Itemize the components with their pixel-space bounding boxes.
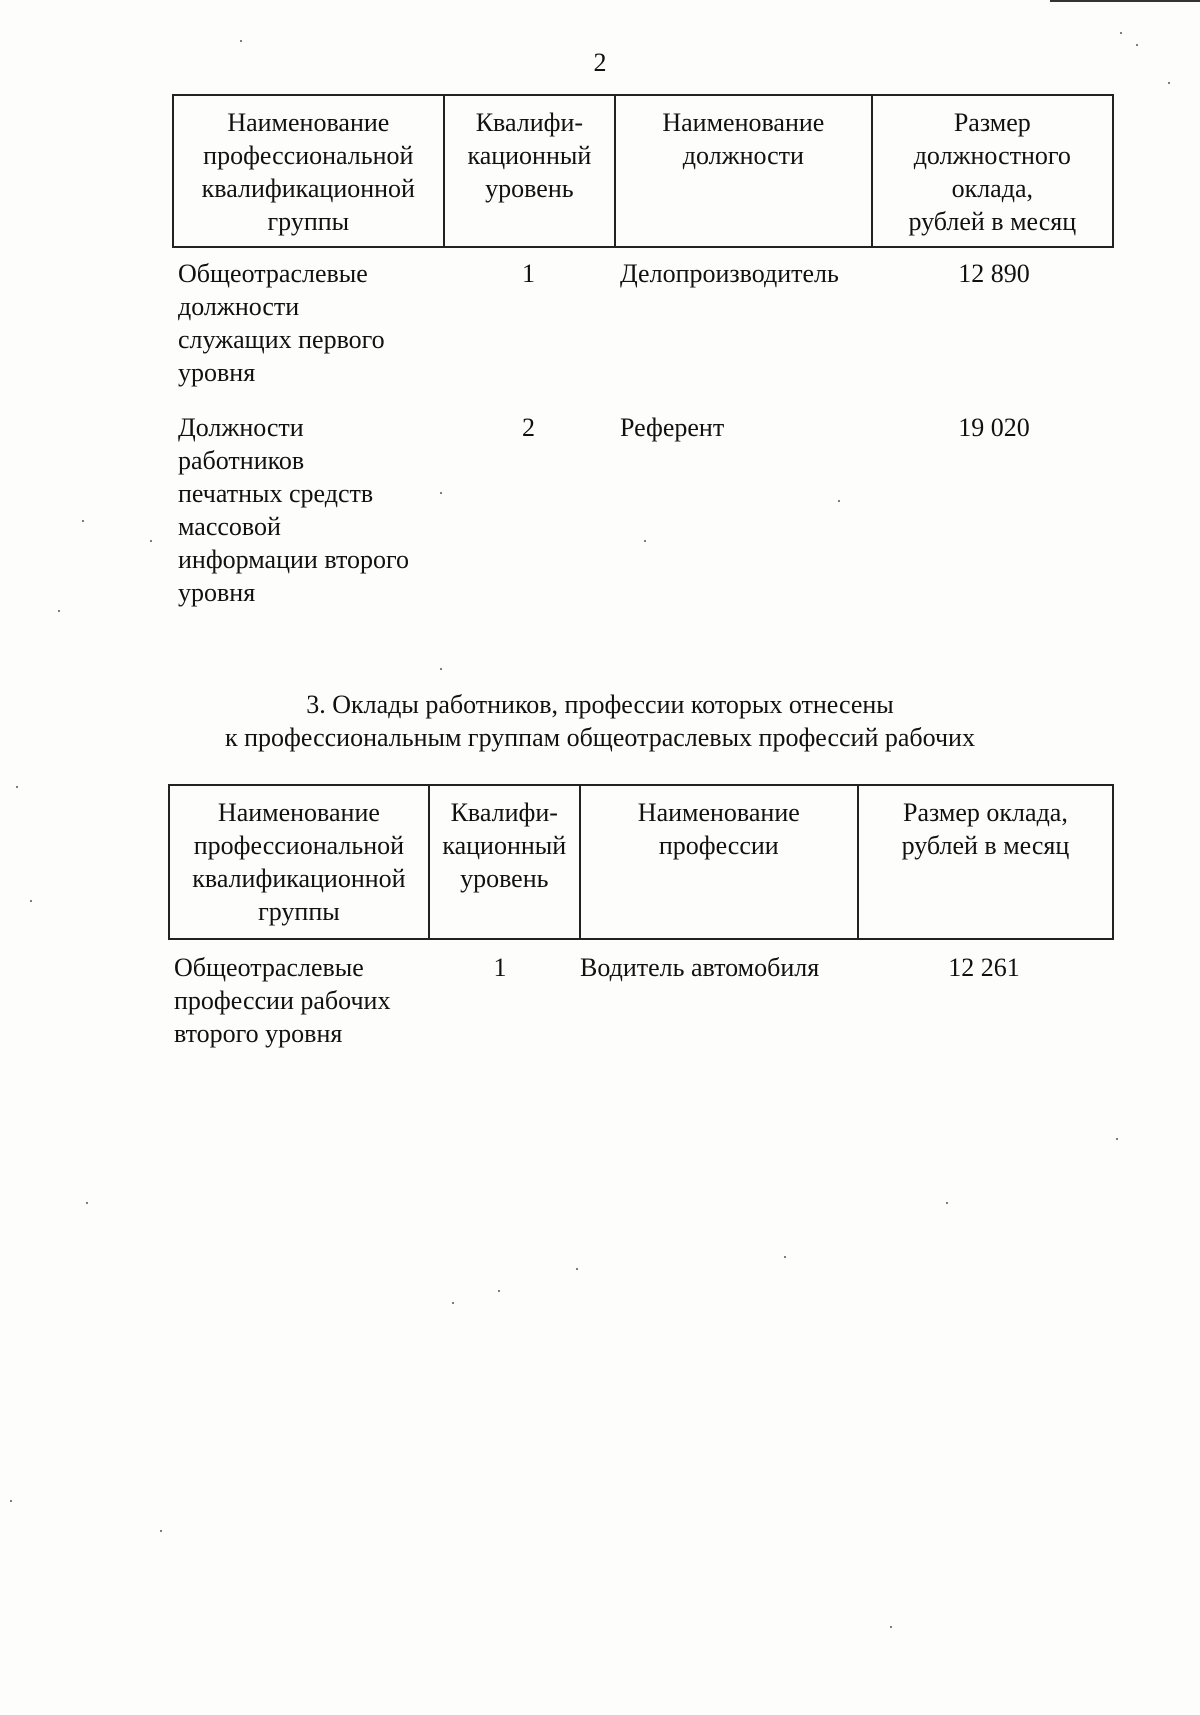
table1-header-group: Наименование профессиональной квалификационной группы <box>173 95 444 247</box>
table1-body <box>172 257 1114 631</box>
row-level: 1 <box>493 953 507 982</box>
row-level: 1 <box>522 259 535 288</box>
row-group: Должности работников печатных средств массовой информации второго уровня <box>178 413 410 607</box>
row-group: Общеотраслевые профессии рабочих второго уровня <box>174 953 391 1048</box>
table2-header-salary: Размер оклада, рублей в месяц <box>858 785 1113 939</box>
row-salary: 12 890 <box>958 259 1030 288</box>
row-level: 2 <box>522 413 535 442</box>
table2-header-level: Квалифи- кационный уровень <box>429 785 580 939</box>
page-number: 2 <box>593 48 607 77</box>
row-salary: 12 261 <box>948 953 1020 982</box>
table1-header-position: Наименование должности <box>615 95 871 247</box>
table2-header <box>168 784 1114 940</box>
scan-edge-line <box>1050 0 1200 2</box>
row-position: Делопроизводитель <box>620 259 839 288</box>
table1-header-salary: Размер должностного оклада, рублей в месяц <box>872 95 1113 247</box>
row-salary: 19 020 <box>958 413 1030 442</box>
table-row <box>172 257 1114 411</box>
row-profession: Водитель автомобиля <box>580 953 820 982</box>
table2-body <box>168 951 1114 1061</box>
table-row <box>172 411 1114 631</box>
row-group: Общеотраслевые должности служащих первого уровня <box>178 259 385 387</box>
table2-header-group: Наименование профессиональной квалификационной группы <box>169 785 429 939</box>
section3-title: 3. Оклады работников, профессии которых отнесены к профессиональным группам общеотраслевых профессий рабочих <box>225 690 975 752</box>
row-position: Референт <box>620 413 725 442</box>
table1-header <box>172 94 1114 248</box>
table-row <box>168 951 1114 1061</box>
table2-header-profession: Наименование профессии <box>580 785 858 939</box>
table1-header-level: Квалифи- кационный уровень <box>444 95 615 247</box>
